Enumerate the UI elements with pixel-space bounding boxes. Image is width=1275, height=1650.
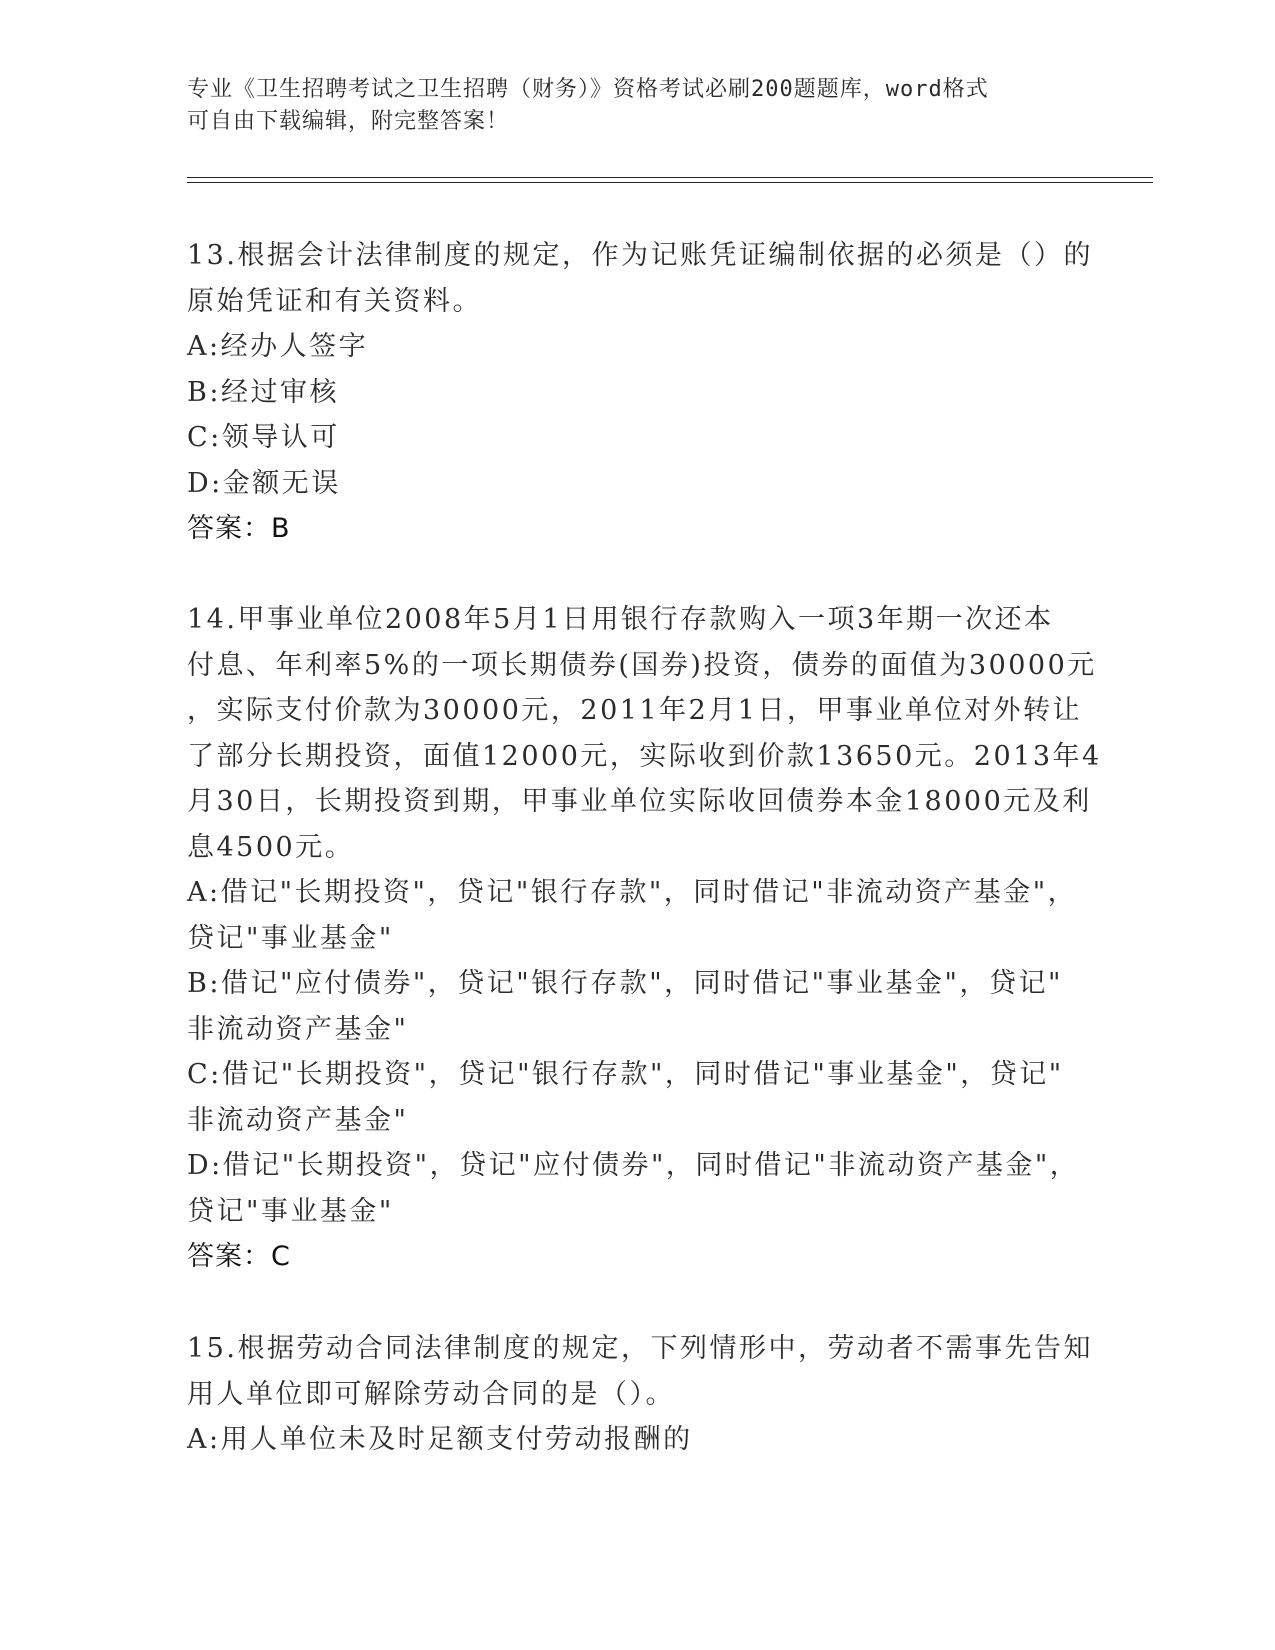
question-stem: 月30日，长期投资到期，甲事业单位实际收回债券本金18000元及利	[187, 786, 1092, 817]
option-b: B:经过审核	[187, 376, 339, 408]
option-a: A:用人单位未及时足额支付劳动报酬的	[187, 1424, 693, 1455]
question-stem: 13.根据会计法律制度的规定，作为记账凭证编制依据的必须是（）的	[187, 240, 1093, 271]
option-c: C:领导认可	[187, 422, 340, 453]
question-stem: 15.根据劳动合同法律制度的规定，下列情形中，劳动者不需事先告知	[187, 1333, 1093, 1364]
question-stem: 了部分长期投资，面值12000元，实际收到价款13650元。2013年4	[187, 740, 1102, 772]
header-line: 专业《卫生招聘考试之卫生招聘（财务）》资格考试必刷200题题库，word格式	[187, 77, 989, 102]
question-stem: 用人单位即可解除劳动合同的是（）。	[187, 1378, 675, 1410]
option-a: 贷记"事业基金"	[187, 922, 394, 954]
option-a: A:经办人签字	[187, 331, 369, 362]
option-d: D:金额无误	[187, 467, 341, 499]
question-stem: 14.甲事业单位2008年5月1日用银行存款购入一项3年期一次还本	[187, 604, 1054, 635]
answer: 答案：C	[187, 1241, 291, 1272]
option-b: B:借记"应付债券"，贷记"银行存款"，同时借记"事业基金"，贷记"	[187, 968, 1063, 999]
option-d: D:借记"长期投资"，贷记"应付债券"，同时借记"非流动资产基金"，	[187, 1150, 1080, 1181]
header-divider	[187, 177, 1153, 178]
question-stem: 息4500元。	[187, 831, 355, 863]
option-b: 非流动资产基金"	[187, 1013, 409, 1045]
question-stem: 付息、年利率5%的一项长期债券(国券)投资，债券的面值为30000元	[187, 649, 1097, 681]
question-stem: 原始凭证和有关资料。	[187, 285, 482, 317]
header-divider	[187, 182, 1153, 183]
question-stem: ，实际支付价款为30000元，2011年2月1日，甲事业单位对外转让	[187, 695, 1082, 726]
option-c: C:借记"长期投资"，贷记"银行存款"，同时借记"事业基金"，贷记"	[187, 1059, 1064, 1090]
option-d: 贷记"事业基金"	[187, 1195, 394, 1227]
option-c: 非流动资产基金"	[187, 1104, 409, 1136]
document-header	[187, 74, 1067, 138]
question-13	[187, 233, 1093, 552]
question-14	[187, 597, 1102, 1280]
question-15	[187, 1326, 1093, 1463]
option-a: A:借记"长期投资"，贷记"银行存款"，同时借记"非流动资产基金"，	[187, 877, 1078, 908]
header-line: 可自由下载编辑，附完整答案！	[187, 109, 510, 134]
answer: 答案：B	[187, 513, 291, 544]
